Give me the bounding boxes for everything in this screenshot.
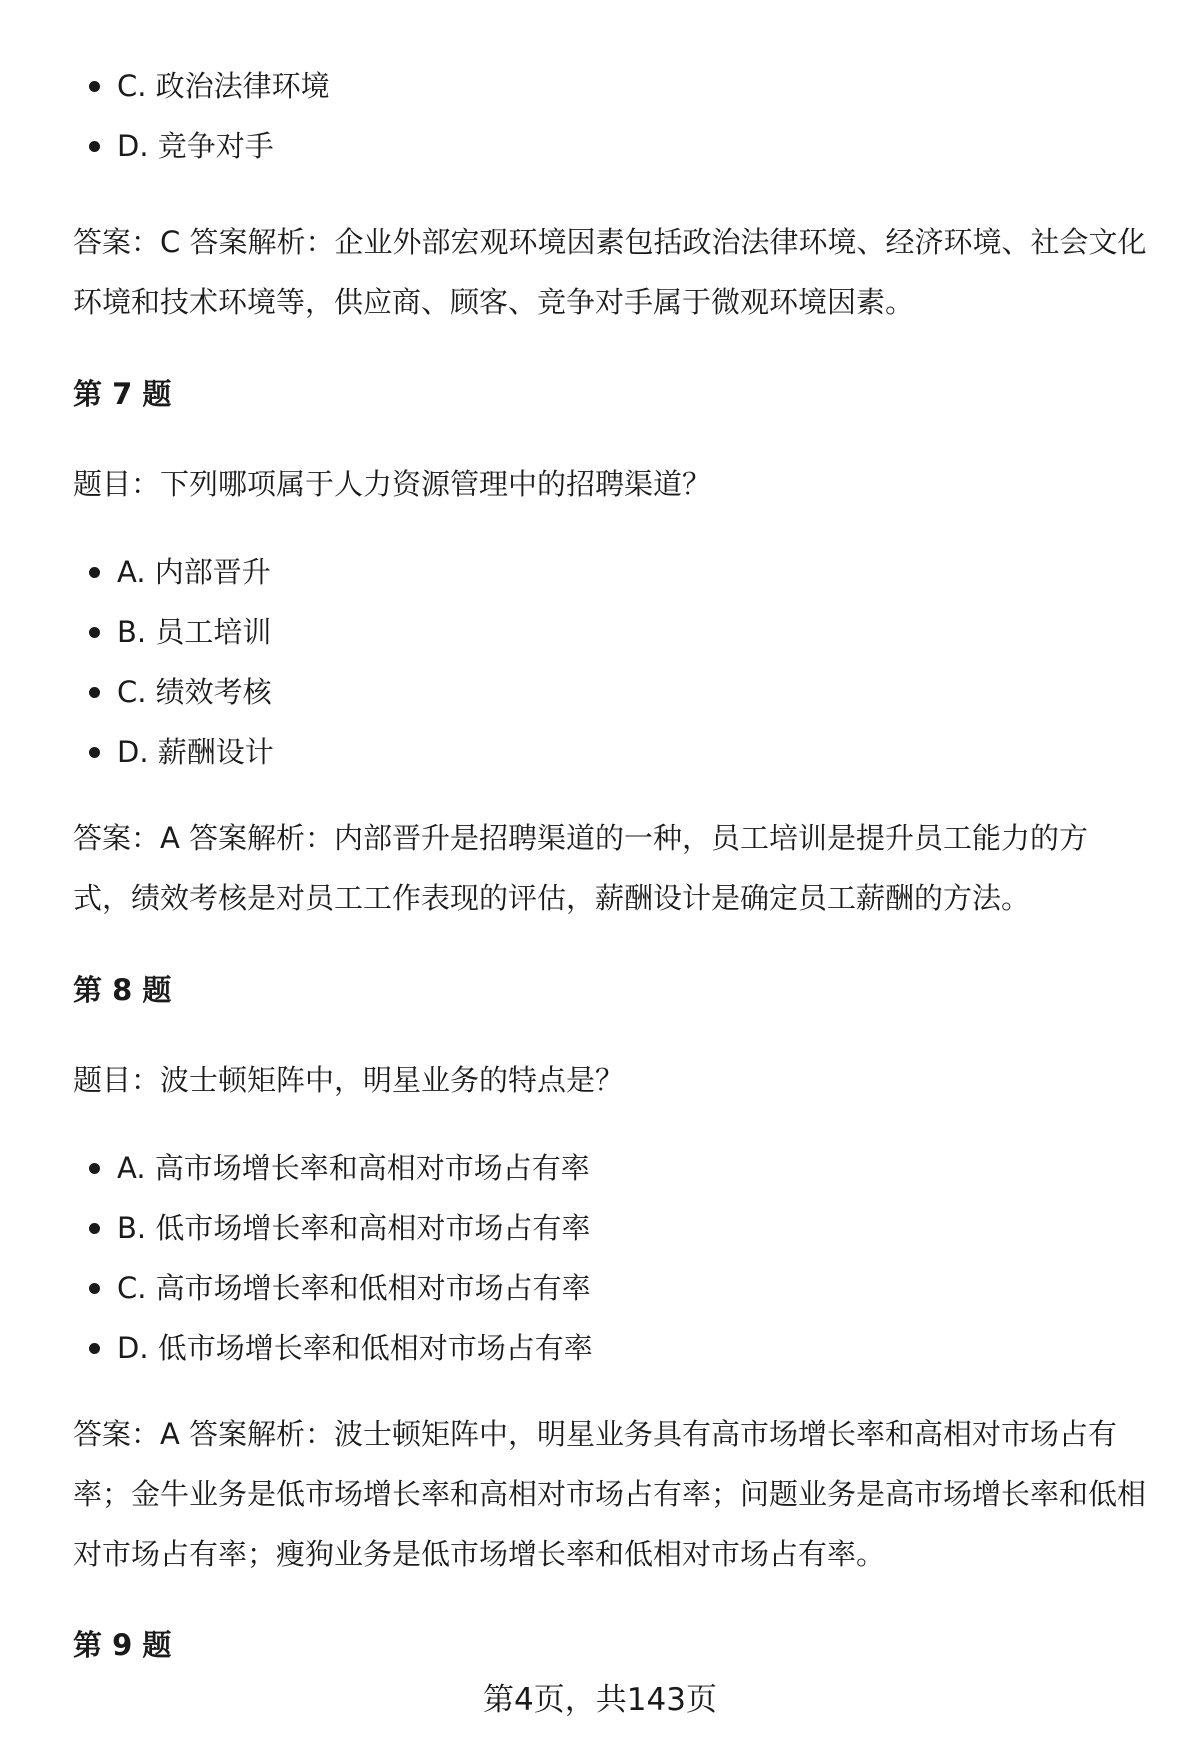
list-item: C. 政治法律环境 [61, 56, 330, 116]
list-item: A. 内部晋升 [61, 542, 274, 602]
prev-question-options [61, 56, 330, 176]
bullet-icon [89, 81, 100, 92]
bullet-icon [89, 627, 100, 638]
bullet-icon [89, 1163, 100, 1174]
bullet-icon [89, 747, 100, 758]
q8-question: 题目：波士顿矩阵中，明星业务的特点是？ [73, 1063, 625, 1097]
list-item: C. 高市场增长率和低相对市场占有率 [61, 1258, 593, 1318]
bullet-icon [89, 1283, 100, 1294]
q8-heading: 第 8 题 [73, 973, 172, 1007]
q8-answer: 答案：A 答案解析：波士顿矩阵中，明星业务具有高市场增长率和高相对市场占有率；金牛业务是低市场增长率和高相对市场占有率；问题业务是高市场增长率和低相对市场占有率；瘦狗业务是低市场增长率和低相对市场占有率。 [73, 1417, 1147, 1571]
q7-question: 题目：下列哪项属于人力资源管理中的招聘渠道？ [73, 467, 712, 501]
bullet-icon [89, 141, 100, 152]
bullet-icon [89, 1343, 100, 1354]
bullet-icon [89, 1223, 100, 1234]
q7-options [61, 542, 274, 782]
q7-answer: 答案：A 答案解析：内部晋升是招聘渠道的一种，员工培训是提升员工能力的方式，绩效考核是对员工工作表现的评估，薪酬设计是确定员工薪酬的方法。 [73, 821, 1089, 915]
list-item: D. 低市场增长率和低相对市场占有率 [61, 1318, 593, 1378]
q8-options [61, 1138, 593, 1378]
list-item: B. 低市场增长率和高相对市场占有率 [61, 1198, 593, 1258]
bullet-icon [89, 567, 100, 578]
prev-answer: 答案：C 答案解析：企业外部宏观环境因素包括政治法律环境、经济环境、社会文化环境和技术环境等，供应商、顾客、竞争对手属于微观环境因素。 [73, 225, 1147, 319]
list-item: B. 员工培训 [61, 602, 274, 662]
list-item: A. 高市场增长率和高相对市场占有率 [61, 1138, 593, 1198]
page-number-footer: 第4页，共143页 [483, 1682, 717, 1718]
list-item: D. 薪酬设计 [61, 722, 274, 782]
q7-heading: 第 7 题 [73, 377, 172, 411]
q9-heading: 第 9 题 [73, 1628, 172, 1662]
bullet-icon [89, 687, 100, 698]
list-item: D. 竞争对手 [61, 116, 330, 176]
list-item: C. 绩效考核 [61, 662, 274, 722]
